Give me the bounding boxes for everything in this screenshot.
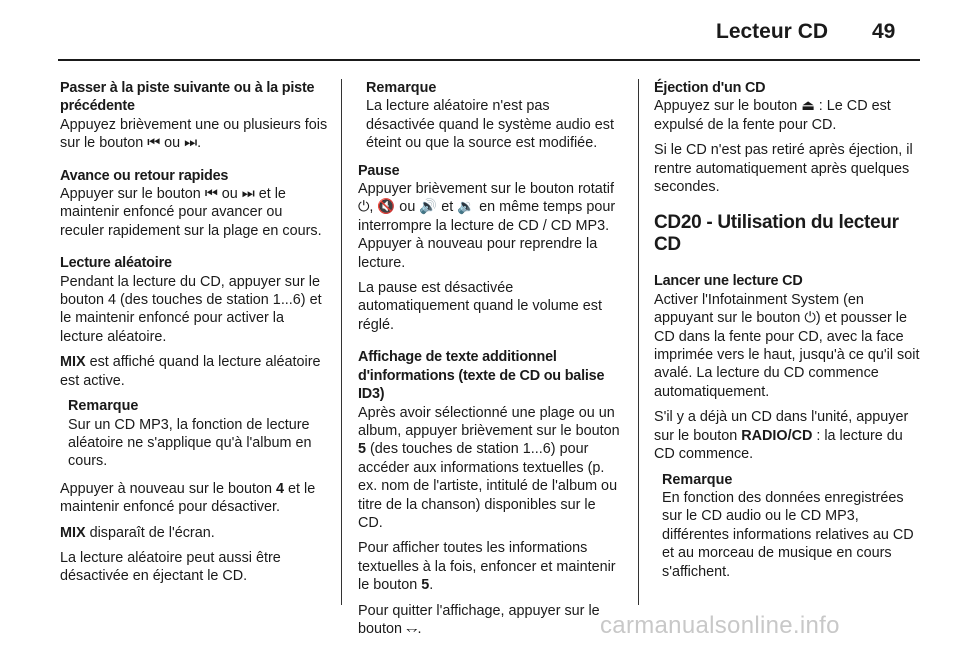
radio-cd-button-label: RADIO/CD — [741, 427, 813, 444]
text: est affiché quand la lecture aléatoire est active. — [60, 354, 321, 389]
previous-track-icon: ⏮ — [147, 135, 161, 152]
mute-icon: 🔇 — [377, 199, 396, 216]
paragraph: La lecture aléatoire peut aussi être désactivée en éjectant le CD. — [60, 549, 281, 585]
text: (des touches de station 1...6) pour accéder aux informations textuelles (p. ex. nom de l'artiste, intitulé de l'album ou titre de la chanson) disponibles sur le CD. — [358, 441, 618, 531]
paragraph — [358, 539, 622, 594]
button-number: 4 — [276, 480, 285, 497]
text: . — [197, 135, 202, 152]
heading-fast-forward-rewind: Avance ou retour rapides — [60, 167, 229, 184]
eject-icon: ⏏ — [801, 98, 815, 115]
paragraph — [358, 404, 622, 533]
note — [654, 471, 926, 581]
text: Activer l'Infotainment System (en appuyant sur le bouton — [654, 291, 864, 327]
text: Appuyer sur le bouton — [60, 186, 205, 203]
note-title: Remarque — [366, 80, 437, 96]
paragraph — [60, 480, 328, 517]
next-track-icon: ⏭ — [241, 186, 255, 203]
volume-up-icon: 🔊 — [419, 199, 438, 216]
text: Appuyer à nouveau sur le bouton — [60, 480, 277, 497]
volume-down-icon: 🔉 — [457, 199, 476, 216]
heading-additional-text-info: Affichage de texte additionnel d'informations (texte de CD ou balise ID3) — [358, 349, 605, 403]
paragraph — [60, 185, 328, 240]
paragraph: Pendant la lecture du CD, appuyer sur le bouton 4 (des touches de station 1...6) et le maintenir enfoncé pour activer la lecture aléatoire. — [60, 273, 322, 345]
watermark: carmanualsonline.info — [600, 612, 840, 639]
button-number: 5 — [358, 441, 367, 458]
paragraph — [654, 291, 926, 401]
header-rule — [58, 59, 920, 61]
back-icon: ⥐ — [406, 620, 418, 637]
text: ou — [395, 199, 420, 216]
next-track-icon: ⏭ — [184, 135, 198, 152]
text: . — [429, 577, 434, 594]
text: et le maintenir enfoncé pour désactiver. — [60, 480, 316, 516]
text: Appuyez brièvement une ou plusieurs fois sur le bouton — [60, 116, 328, 152]
column-3 — [654, 79, 926, 590]
previous-track-icon: ⏮ — [204, 186, 218, 203]
heading-eject-cd: Éjection d'un CD — [654, 80, 766, 96]
text: . — [417, 620, 422, 637]
text: Appuyez sur le bouton — [654, 98, 802, 115]
note-text: En fonction des données enregistrées sur le CD audio ou le CD MP3, différentes informations relatives au CD et au morceau de musique en cours s'affichent. — [662, 489, 914, 580]
paragraph — [654, 408, 926, 463]
text: Appuyer brièvement sur le bouton rotatif — [358, 181, 614, 198]
mix-label: MIX — [60, 524, 86, 541]
column-divider — [341, 79, 342, 605]
text: ou — [217, 186, 242, 203]
page-number: 49 — [872, 20, 896, 43]
paragraph — [654, 97, 926, 134]
header-title: Lecteur CD — [716, 20, 829, 43]
paragraph — [60, 116, 328, 153]
heading-start-cd: Lancer une lecture CD — [654, 273, 803, 290]
heading-pause: Pause — [358, 162, 400, 179]
text: : Le CD est expulsé de la fente pour CD. — [654, 98, 891, 133]
text: Après avoir sélectionné une plage ou un album, appuyer brièvement sur le bouton — [358, 404, 620, 439]
text: et — [437, 199, 458, 216]
text: ou — [160, 135, 185, 152]
note-text: La lecture aléatoire n'est pas désactivée quand le système audio est éteint ou que la source est modifiée. — [366, 98, 614, 152]
note — [60, 397, 328, 471]
heading-next-previous-track: Passer à la piste suivante ou à la piste précédente — [60, 80, 315, 115]
paragraph: La pause est désactivée automatiquement quand le volume est réglé. — [358, 280, 602, 333]
text: ) et pousser le CD dans la fente pour CD, avec la face imprimée vers le haut, jusqu'à ce qu'il soit avalé. La lecture du CD commence automatiquement. — [654, 310, 920, 400]
text: S'il y a déjà un CD dans l'unité, appuyer sur le bouton — [654, 409, 909, 444]
text: Pour quitter l'affichage, appuyer sur le bouton — [358, 602, 600, 637]
text: Pour afficher toutes les informations textuelles à la fois, enfoncer et maintenir le bouton — [358, 540, 616, 594]
note — [358, 79, 622, 153]
text: disparaît de l'écran. — [85, 524, 215, 541]
mix-label: MIX — [60, 354, 86, 371]
button-number: 5 — [421, 577, 430, 594]
paragraph — [60, 353, 328, 390]
note-text: Sur un CD MP3, la fonction de lecture aléatoire ne s'applique qu'à l'album en cours. — [68, 416, 312, 470]
note-title: Remarque — [68, 398, 139, 415]
paragraph — [60, 524, 328, 542]
column-2 — [358, 79, 622, 645]
text: et le maintenir enfoncé pour avancer ou reculer rapidement sur la plage en cours. — [60, 186, 322, 239]
power-icon: ⏻ — [804, 310, 816, 327]
paragraph — [358, 602, 622, 639]
paragraph — [358, 180, 622, 272]
heading-random-play: Lecture aléatoire — [60, 255, 172, 272]
note-title: Remarque — [662, 471, 733, 488]
text: en même temps pour interrompre la lecture de CD / CD MP3. Appuyer à nouveau pour reprendre la lecture. — [358, 199, 616, 271]
text: , — [369, 199, 378, 216]
column-divider — [638, 79, 639, 605]
paragraph: Si le CD n'est pas retiré après éjection, il rentre automatiquement après quelques secondes. — [654, 142, 913, 196]
column-1 — [60, 79, 328, 593]
text: : la lecture du CD commence. — [654, 427, 903, 463]
section-title: CD20 - Utilisation du lecteur CD — [654, 212, 899, 256]
power-icon: ⏻ — [358, 199, 370, 216]
